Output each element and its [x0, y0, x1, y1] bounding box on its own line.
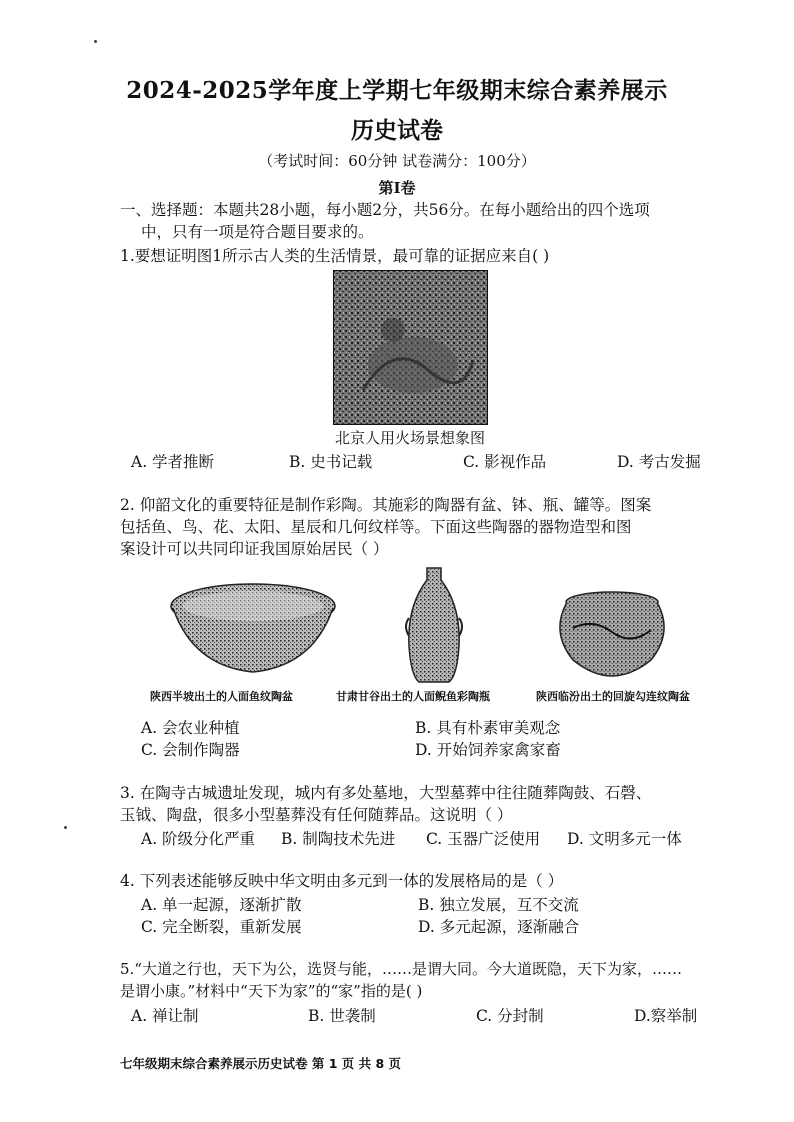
q3-stem-line1: 3. 在陶寺古城遗址发现，城内有多处墓地，大型墓葬中往往随葬陶鼓、石磬、 [120, 784, 652, 802]
q5-stem-line1: 5.“大道之行也，天下为公，选贤与能，……是谓大同。今大道既隐，天下为家，…… [120, 960, 682, 978]
q3-option-c: C. 玉器广泛使用 [426, 830, 541, 848]
q2-option-c: C. 会制作陶器 [141, 741, 240, 759]
q4-option-d: D. 多元起源，逐渐融合 [418, 918, 580, 936]
q2-option-b: B. 具有朴素审美观念 [415, 719, 561, 737]
q1-figure-image [333, 270, 488, 425]
q5-option-d: D.察举制 [634, 1007, 698, 1025]
q2-caption-3: 陕西临汾出土的回旋勾连纹陶盆 [536, 690, 690, 703]
q2-bottle-image [403, 566, 465, 684]
q3-option-b: B. 制陶技术先进 [281, 830, 396, 848]
q4-option-b: B. 独立发展，互不交流 [418, 896, 579, 914]
exam-meta: （考试时间：60分钟 试卷满分：100分） [258, 152, 536, 170]
q1-option-d: D. 考古发掘 [617, 453, 701, 471]
q2-basin-image [168, 576, 338, 676]
q2-stem-line1: 2. 仰韶文化的重要特征是制作彩陶。其施彩的陶器有盆、钵、瓶、罐等。图案 [120, 496, 652, 514]
scan-speck [94, 40, 97, 43]
q2-option-a: A. 会农业种植 [141, 719, 240, 737]
q1-stem: 1.要想证明图1所示古人类的生活情景，最可靠的证据应来自( ) [120, 247, 550, 265]
q2-stem-line2: 包括鱼、鸟、花、太阳、星辰和几何纹样等。下面这些陶器的器物造型和图 [120, 518, 632, 536]
q2-stem-line3: 案设计可以共同印证我国原始居民（ ） [120, 540, 389, 558]
section-instruction-line2: 中，只有一项是符合题目要求的。 [141, 223, 374, 241]
q3-option-d: D. 文明多元一体 [567, 830, 682, 848]
q1-figure-caption: 北京人用火场景想象图 [334, 429, 485, 447]
q4-stem: 4. 下列表述能够反映中华文明由多元到一体的发展格局的是（ ） [120, 872, 564, 890]
q2-caption-1: 陕西半坡出土的人面鱼纹陶盆 [150, 690, 293, 703]
q5-option-b: B. 世袭制 [308, 1007, 376, 1025]
q5-stem-line2: 是谓小康。”材料中“天下为家”的“家”指的是( ) [120, 982, 423, 1000]
exam-subject: 历史试卷 [351, 117, 443, 144]
q3-stem-line2: 玉钺、陶盘，很多小型墓葬没有任何随葬品。这说明（ ） [120, 806, 513, 824]
q3-option-a: A. 阶级分化严重 [141, 830, 256, 848]
q5-option-c: C. 分封制 [476, 1007, 544, 1025]
page-footer: 七年级期末综合素养展示历史试卷 第 1 页 共 8 页 [120, 1056, 402, 1071]
q4-option-a: A. 单一起源，逐渐扩散 [141, 896, 302, 914]
q1-option-c: C. 影视作品 [463, 453, 547, 471]
q5-option-a: A. 禅让制 [131, 1007, 199, 1025]
q2-caption-2: 甘肃甘谷出土的人面鲵鱼彩陶瓶 [336, 690, 490, 703]
scan-speck [64, 826, 67, 829]
volume-label: 第Ⅰ卷 [378, 179, 416, 197]
q1-option-a: A. 学者推断 [131, 453, 215, 471]
q2-option-d: D. 开始饲养家禽家畜 [415, 741, 561, 759]
section-instruction-line1: 一、选择题：本题共28小题，每小题2分，共56分。在每小题给出的四个选项 [120, 201, 650, 219]
q4-option-c: C. 完全断裂，重新发展 [141, 918, 302, 936]
q1-option-b: B. 史书记载 [289, 453, 373, 471]
q2-jar-image [553, 588, 671, 678]
exam-title: 2024-2025学年度上学期七年级期末综合素养展示 [126, 77, 668, 104]
